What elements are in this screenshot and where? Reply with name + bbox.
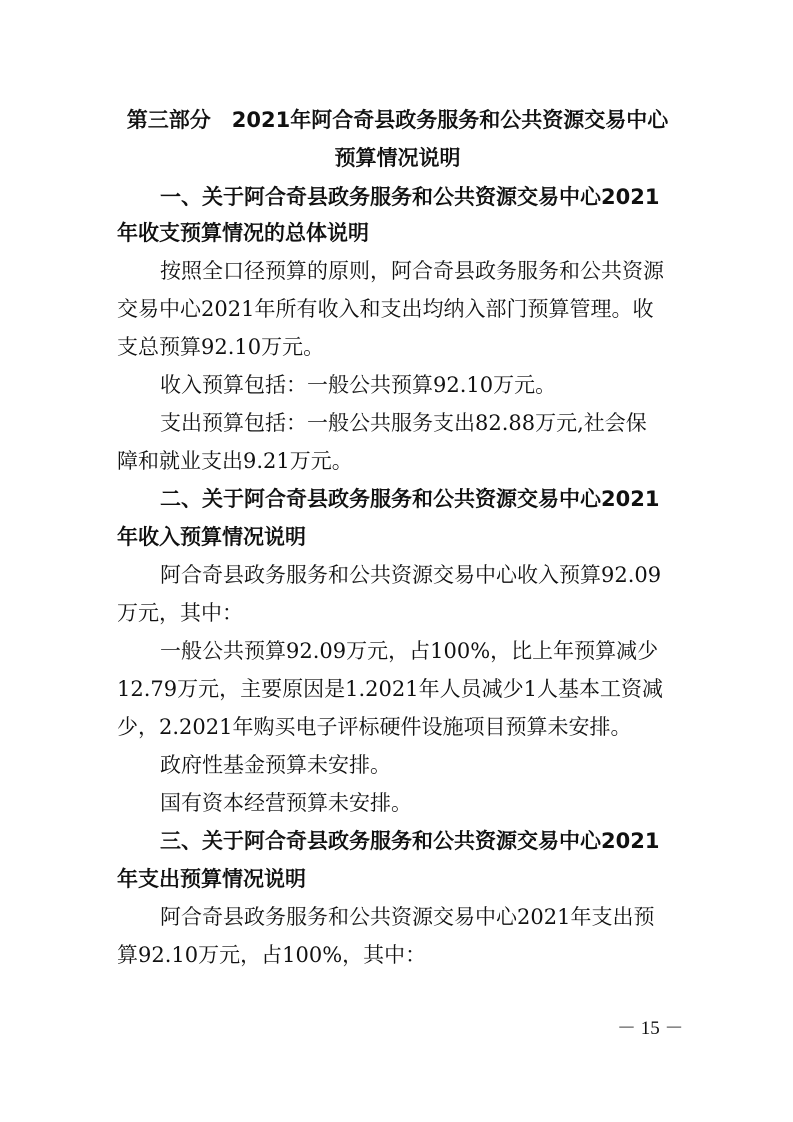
section1-heading-cont: 年收支预算情况的总体说明 (117, 221, 369, 245)
document-title-line-1: 第三部分 2021年阿合奇县政务服务和公共资源交易中心 (126, 108, 669, 132)
section1-paragraph1: 按照全口径预算的原则，阿合奇县政务服务和公共资源 (160, 259, 664, 283)
section1-paragraph2: 收入预算包括：一般公共预算92.10万元。 (160, 373, 557, 397)
section1-paragraph1-cont: 支总预算92.10万元。 (117, 335, 325, 359)
section1-paragraph3: 支出预算包括：一般公共服务支出82.88万元,社会保 (160, 411, 647, 435)
section2-paragraph2: 一般公共预算92.09万元，占100%，比上年预算减少 (160, 639, 659, 663)
section1-paragraph3-cont: 障和就业支出9.21万元。 (117, 449, 353, 473)
section2-paragraph3: 政府性基金预算未安排。 (160, 753, 391, 777)
section1-paragraph1-cont: 交易中心2021年所有收入和支出均纳入部门预算管理。收 (117, 297, 654, 321)
section2-paragraph1: 阿合奇县政务服务和公共资源交易中心收入预算92.09 (160, 563, 662, 587)
page-number: － 15 － (617, 1018, 684, 1039)
section3-paragraph1: 阿合奇县政务服务和公共资源交易中心2021年支出预 (160, 905, 655, 929)
section2-paragraph2-cont: 少，2.2021年购买电子评标硬件设施项目预算未安排。 (117, 715, 632, 739)
section3-heading: 三、关于阿合奇县政务服务和公共资源交易中心2021 (160, 829, 660, 853)
section3-heading-cont: 年支出预算情况说明 (117, 867, 306, 891)
section1-heading: 一、关于阿合奇县政务服务和公共资源交易中心2021 (160, 185, 660, 209)
document-title-line-2: 预算情况说明 (334, 146, 461, 170)
section2-paragraph4: 国有资本经营预算未安排。 (160, 791, 412, 815)
section2-paragraph2-cont: 12.79万元，主要原因是1.2021年人员减少1人基本工资减 (117, 677, 663, 701)
section2-heading-cont: 年收入预算情况说明 (117, 525, 306, 549)
section3-paragraph1-cont: 算92.10万元，占100%，其中： (117, 943, 427, 967)
section2-paragraph1-cont: 万元，其中： (117, 601, 243, 625)
section2-heading: 二、关于阿合奇县政务服务和公共资源交易中心2021 (160, 487, 660, 511)
